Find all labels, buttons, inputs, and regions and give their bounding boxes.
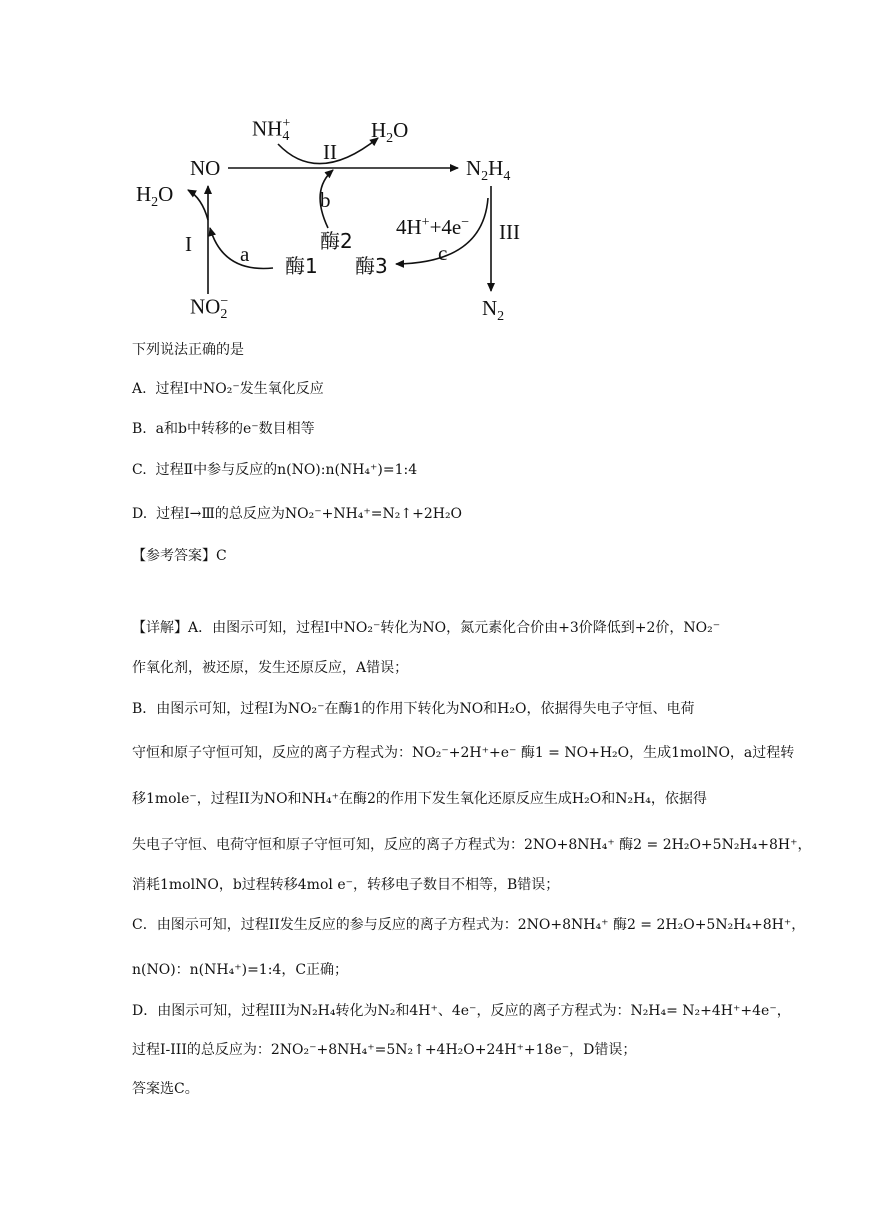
label-b: b — [320, 188, 331, 212]
question-prompt: 下列说法正确的是 — [132, 342, 244, 358]
explanation-line: 守恒和原子守恒可知，反应的离子方程式为：NO₂⁻+2H⁺+e⁻ 酶1 = NO+H₂O，生成1molNO，a过程转 — [132, 745, 795, 761]
label-iii: III — [499, 220, 520, 244]
explanation-line: n(NO)：n(NH₄⁺)=1:4，C正确； — [132, 962, 349, 978]
reaction-diagram — [128, 108, 528, 330]
label-enzyme3: 酶3 — [355, 254, 388, 278]
label-enzyme2: 酶2 — [320, 229, 353, 253]
option-c: C. 过程Ⅱ中参与反应的n(NO):n(NH₄⁺)=1:4 — [132, 462, 418, 478]
option-a: A. 过程Ⅰ中NO₂⁻发生氧化反应 — [132, 381, 324, 397]
explanation-line: 过程I-III的总反应为：2NO₂⁻+8NH₄⁺=5N₂↑+4H₂O+24H⁺+18e⁻，D错误； — [132, 1042, 637, 1058]
explanation-line: 失电子守恒、电荷守恒和原子守恒可知，反应的离子方程式为：2NO+8NH₄⁺ 酶2 = 2H₂O+5N₂H₄+8H⁺， — [132, 837, 812, 853]
label-h2o-left: $H_2O$ — [136, 182, 174, 211]
label-h-e: 4H++4e− — [396, 215, 470, 239]
explanation-line: 移1mole⁻，过程II为NO和NH₄⁺在酶2的作用下发生氧化还原反应生成H₂O和N₂H₄，依据得 — [132, 791, 707, 807]
option-b-text: a和b中转移的e⁻数目相等 — [155, 421, 315, 437]
explanation-line: 【详解】A．由图示可知，过程Ⅰ中NO₂⁻转化为NO，氮元素化合价由+3价降低到+2价，NO₂⁻ — [132, 620, 721, 636]
option-b: B. a和b中转移的e⁻数目相等 — [132, 421, 315, 437]
explanation-line: 作氧化剂，被还原，发生还原反应，A错误； — [132, 660, 409, 676]
label-a: a — [240, 242, 250, 266]
label-h2o-top: $H_2O$ — [371, 118, 409, 147]
label-enzyme1: 酶1 — [285, 254, 318, 278]
label-no: NO — [190, 156, 221, 180]
label-c: c — [438, 241, 448, 265]
explanation-line: 答案选C。 — [132, 1081, 199, 1097]
label-no2: NO − 2 — [190, 294, 229, 322]
explanation-line: 消耗1molNO，b过程转移4mol e⁻，转移电子数目不相等，B错误； — [132, 877, 560, 893]
explanation-line: D．由图示可知，过程III为N₂H₄转化为N₂和4H⁺、4e⁻，反应的离子方程式为：N₂H₄= N₂+4H⁺+4e⁻， — [132, 1003, 791, 1019]
explanation-line: B．由图示可知，过程Ⅰ为NO₂⁻在酶1的作用下转化为NO和H₂O，依据得失电子守恒、电荷 — [132, 701, 695, 717]
label-ii: II — [323, 140, 337, 164]
option-a-text: 过程Ⅰ中NO₂⁻发生氧化反应 — [155, 381, 324, 397]
option-d: D. 过程Ⅰ→Ⅲ的总反应为NO₂⁻+NH₄⁺=N₂↑+2H₂O — [132, 506, 463, 522]
label-nh4: NH + 4 — [252, 116, 291, 144]
label-n2: $N_2$ — [482, 296, 505, 325]
label-n2h4: $N_2H_4$ — [466, 156, 511, 185]
label-i: I — [185, 232, 192, 256]
explanation-line: C．由图示可知，过程II发生反应的参与反应的离子方程式为：2NO+8NH₄⁺ 酶2 = 2H₂O+5N₂H₄+8H⁺， — [132, 917, 806, 933]
option-d-text: 过程Ⅰ→Ⅲ的总反应为NO₂⁻+NH₄⁺=N₂↑+2H₂O — [156, 506, 463, 522]
answer-key: 【参考答案】C — [132, 548, 227, 564]
arrow-i-h2o — [188, 190, 208, 220]
option-c-text: 过程Ⅱ中参与反应的n(NO):n(NH₄⁺)=1:4 — [155, 462, 418, 478]
